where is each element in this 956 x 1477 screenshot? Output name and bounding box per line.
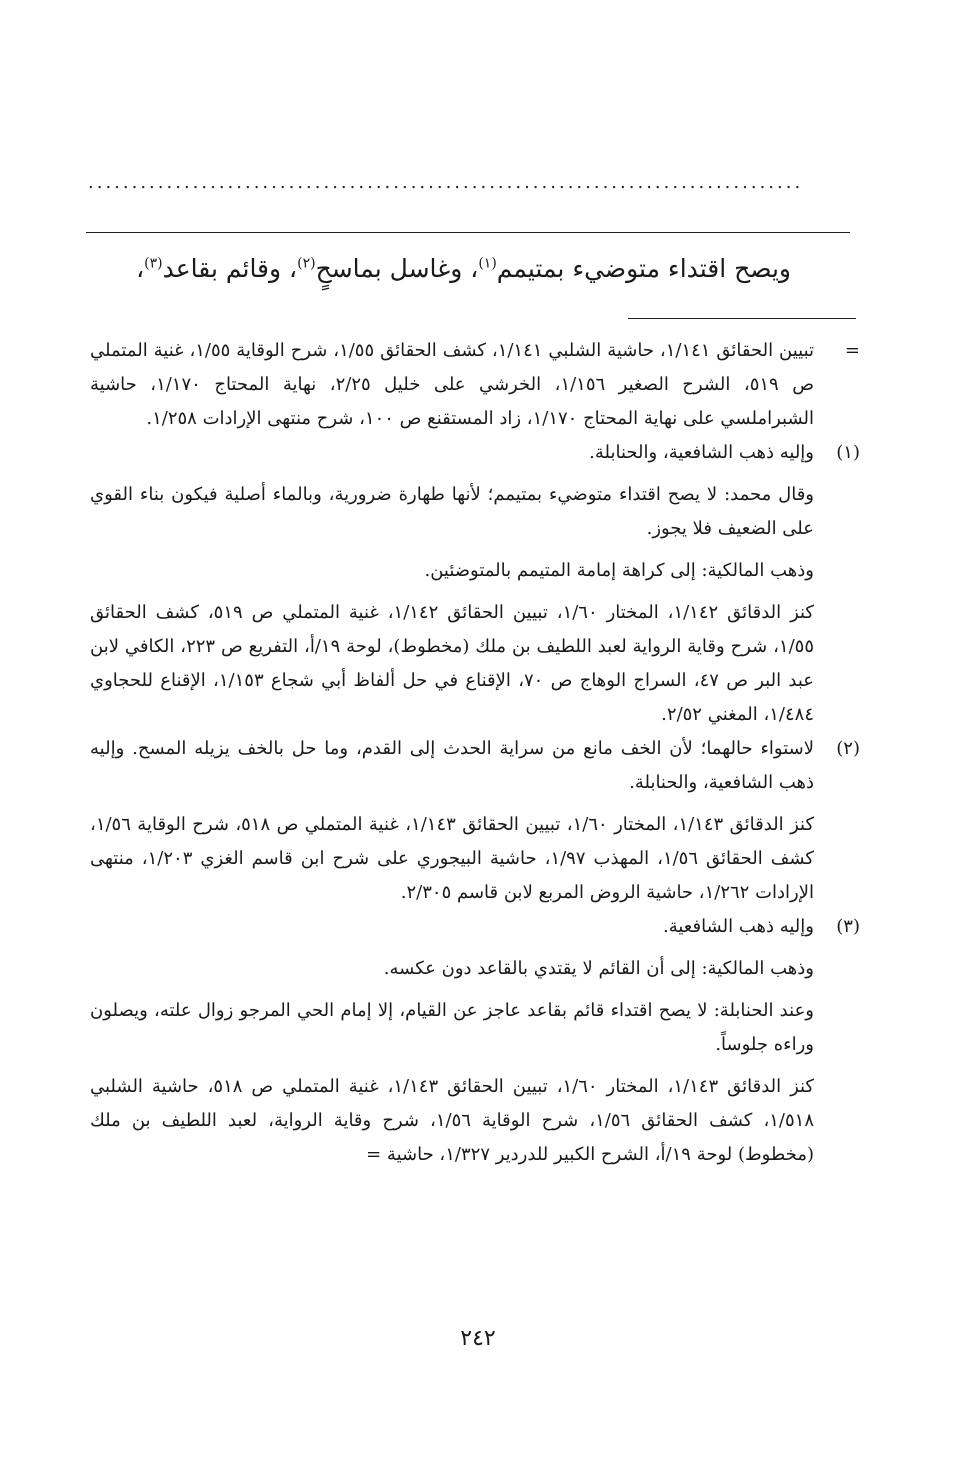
footnote-paragraph: وإليه ذهب الشافعية. [662, 916, 814, 937]
footnote-paragraph: تبيين الحقائق ١/١٤١، حاشية الشلبي ١/١٤١، كشف الحقائق ١/٥٥، شرح الوقاية ١/٥٥، غنية المتملي ص ٥١٩، الشرح الصغير ١/١٥٦، الخرشي على خليل ٢/٢٥، نهاية المحتاج ١/١٧٠، حاشية الشبراملسي على نهاية المحتاج ١/١٧٠، زاد المستقنع ص ١٠٠، شرح منتهى الإرادات ١/٢٥٨. [90, 340, 815, 429]
main-text-part: ، وغاسل بماسحٍ [315, 254, 479, 283]
footnote-paragraph: وعند الحنابلة: لا يصح اقتداء قائم بقاعد عاجز عن القيام، إلا إمام الحي المرجو زوال علته، ويصلون وراءه جلوساً. [90, 1000, 814, 1055]
footnote-paragraph: وذهب المالكية: إلى كراهة إمامة المتيمم بالمتوضئين. [424, 560, 814, 581]
footnote-ref: (١) [478, 255, 497, 272]
footnote-ref: (٣) [144, 255, 163, 272]
footnote-ref: (٢) [297, 255, 316, 272]
page-number: ٢٤٢ [460, 1326, 496, 1351]
footnote-paragraph: وقال محمد: لا يصح اقتداء متوضيء بمتيمم؛ لأنها طهارة ضرورية، وبالماء أصلية فيكون بناء القوي على الضعيف فلا يجوز. [90, 484, 814, 539]
footnote-3 [90, 910, 860, 1172]
footnote-paragraph: لاستواء حالهما؛ لأن الخف مانع من سراية الحدث إلى القدم، وما حل بالخف يزيله المسح. وإليه ذهب الشافعية، والحنابلة. [90, 738, 814, 793]
footnote-marker: (٣) [836, 916, 860, 937]
main-text-part: ، [136, 254, 145, 283]
footnotes [90, 334, 860, 1172]
footnote-2 [90, 732, 860, 910]
footnote-1 [90, 436, 860, 732]
footnote-paragraph: وإليه ذهب الشافعية، والحنابلة. [589, 442, 814, 463]
footnote-paragraph: كنز الدقائق ١/١٤٢، المختار ١/٦٠، تبيين الحقائق ١/١٤٢، غنية المتملي ص ٥١٩، كشف الحقائق ١/٥٥، شرح وقاية الرواية لعبد اللطيف بن ملك (مخطوط)، لوحة ١٩/أ، التفريع ص ٢٢٣، الكافي لابن عبد البر ص ٤٧، السراج الوهاج ص ٧٠، الإقناع في حل ألفاظ أبي شجاع ١/١٥٣، الإقناع للحجاوي ١/٤٨٤، المغني ٢/٥٢. [90, 602, 815, 725]
footnote-continuation [90, 334, 860, 436]
footnote-marker: (٢) [836, 738, 860, 759]
footnote-marker: = [844, 340, 860, 361]
dotted-separator: .................................................................................. [88, 172, 804, 193]
top-rule [86, 232, 850, 233]
footnote-paragraph: كنز الدقائق ١/١٤٣، المختار ١/٦٠، تبيين الحقائق ١/١٤٣، غنية المتملي ص ٥١٨، شرح الوقاية ١/٥٦، كشف الحقائق ١/٥٦، المهذب ١/٩٧، حاشية البيجوري على شرح ابن قاسم الغزي ١/٢٠٣، منتهى الإرادات ١/٢٦٢، حاشية الروض المربع لابن قاسم ٢/٣٠٥. [90, 814, 815, 903]
footnote-rule [628, 318, 856, 319]
footnote-paragraph: كنز الدقائق ١/١٤٣، المختار ١/٦٠، تبيين الحقائق ١/١٤٣، غنية المتملي ص ٥١٨، حاشية الشلبي ١/٥١٨، كشف الحقائق ١/٥٦، شرح الوقاية ١/٥٦، شرح وقاية الرواية، لعبد اللطيف بن ملك (مخطوط) لوحة ١٩/أ، الشرح الكبير للدردير ١/٣٢٧، حاشية = [90, 1076, 815, 1165]
main-text-part: ويصح اقتداء متوضيء بمتيمم [496, 254, 791, 283]
main-text-line [91, 254, 791, 283]
footnote-paragraph: وذهب المالكية: إلى أن القائم لا يقتدي بالقاعد دون عكسه. [383, 958, 814, 979]
footnote-marker: (١) [836, 442, 860, 463]
main-text-part: ، وقائم بقاعد [162, 254, 298, 283]
